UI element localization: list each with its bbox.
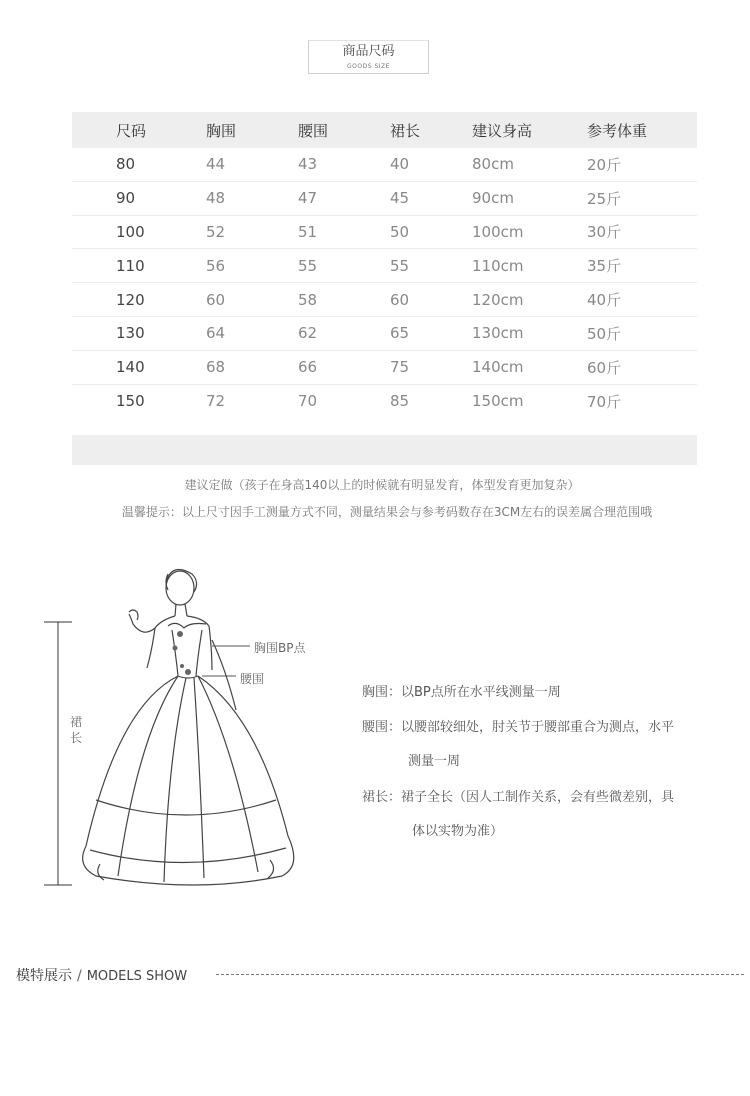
table-footer-bar [72,435,697,465]
cell-weight: 40斤 [587,291,622,310]
header-weight: 参考体重 [587,121,648,140]
measure-tip: 温馨提示：以上尺寸因手工测量方式不同，测量结果会与参考码数存在3CM左右的误差属合理范围哦 [121,505,653,519]
models-slash: / [77,968,82,984]
table-body [72,148,697,418]
cell-weight: 35斤 [587,257,622,276]
cell-weight: 50斤 [587,324,622,343]
size-table [72,112,697,465]
table-row [72,182,697,216]
header-height: 建议身高 [472,121,533,140]
header-waist: 腰围 [298,121,329,140]
cell-skirt-length: 55 [390,256,410,275]
cell-size: 150 [116,392,145,411]
table-row [72,351,697,385]
cell-height: 100cm [472,222,524,241]
cell-height: 90cm [472,189,514,208]
cell-bust: 64 [206,324,226,343]
cell-waist: 66 [298,358,318,377]
bust-explanation: 胸围：以BP点所在水平线测量一周 [362,685,561,700]
skirt-explanation-cont: 体以实物为准） [412,824,504,839]
cell-size: 110 [116,256,145,275]
table-header [72,112,697,148]
section-title: 商品尺码 [342,44,395,59]
cell-bust: 48 [206,189,226,208]
cell-skirt-length: 65 [390,324,410,343]
cell-skirt-length: 75 [390,358,410,377]
models-title-en: MODELS SHOW [86,969,188,984]
cell-waist: 58 [298,290,318,309]
cell-waist: 55 [298,256,318,275]
custom-note: 建议定做（孩子在身高140以上的时候就有明显发育，体型发育更加复杂） [184,478,580,492]
cell-skirt-length: 85 [390,392,410,411]
skirt-explanation: 裙长：裙子全长（因人工制作关系，会有些微差别，具 [362,790,675,805]
cell-height: 150cm [472,392,524,411]
header-skirt-length: 裙长 [390,121,421,140]
cell-height: 140cm [472,358,524,377]
cell-waist: 43 [298,155,318,174]
table-row [72,317,697,351]
models-heading [16,965,187,985]
cell-size: 80 [116,155,136,174]
cell-size: 130 [116,324,145,343]
waist-label: 腰围 [240,672,265,686]
dress-illustration [40,560,340,895]
cell-bust: 52 [206,222,226,241]
models-divider [216,974,744,975]
cell-height: 110cm [472,256,524,275]
cell-size: 140 [116,358,145,377]
cell-size: 90 [116,189,136,208]
cell-skirt-length: 45 [390,189,410,208]
cell-waist: 47 [298,189,318,208]
section-subtitle: GOODS SIZE [347,63,390,70]
cell-waist: 62 [298,324,318,343]
cell-size: 120 [116,290,145,309]
cell-weight: 30斤 [587,223,622,242]
cell-weight: 70斤 [587,392,622,411]
cell-height: 130cm [472,324,524,343]
cell-weight: 60斤 [587,358,622,377]
table-row [72,148,697,182]
cell-bust: 68 [206,358,226,377]
table-row [72,249,697,283]
section-title-box [308,40,429,74]
cell-skirt-length: 60 [390,290,410,309]
cell-waist: 70 [298,392,318,411]
waist-explanation: 腰围：以腰部较细处，肘关节于腰部重合为测点，水平 [362,720,675,735]
cell-skirt-length: 50 [390,222,410,241]
waist-explanation-cont: 测量一周 [408,754,461,769]
cell-skirt-length: 40 [390,155,410,174]
cell-bust: 56 [206,256,226,275]
bust-bp-label: 胸围BP点 [254,641,306,655]
cell-size: 100 [116,222,145,241]
cell-weight: 20斤 [587,155,622,174]
cell-weight: 25斤 [587,189,622,208]
cell-height: 120cm [472,290,524,309]
models-title-zh: 模特展示 [16,968,72,984]
cell-bust: 44 [206,155,226,174]
skirt-length-label: 裙长 [70,715,83,745]
cell-height: 80cm [472,155,514,174]
cell-waist: 51 [298,222,318,241]
header-bust: 胸围 [206,121,237,140]
table-row [72,385,697,419]
header-size: 尺码 [116,121,147,140]
cell-bust: 72 [206,392,226,411]
table-row [72,216,697,250]
table-row [72,283,697,317]
cell-bust: 60 [206,290,226,309]
